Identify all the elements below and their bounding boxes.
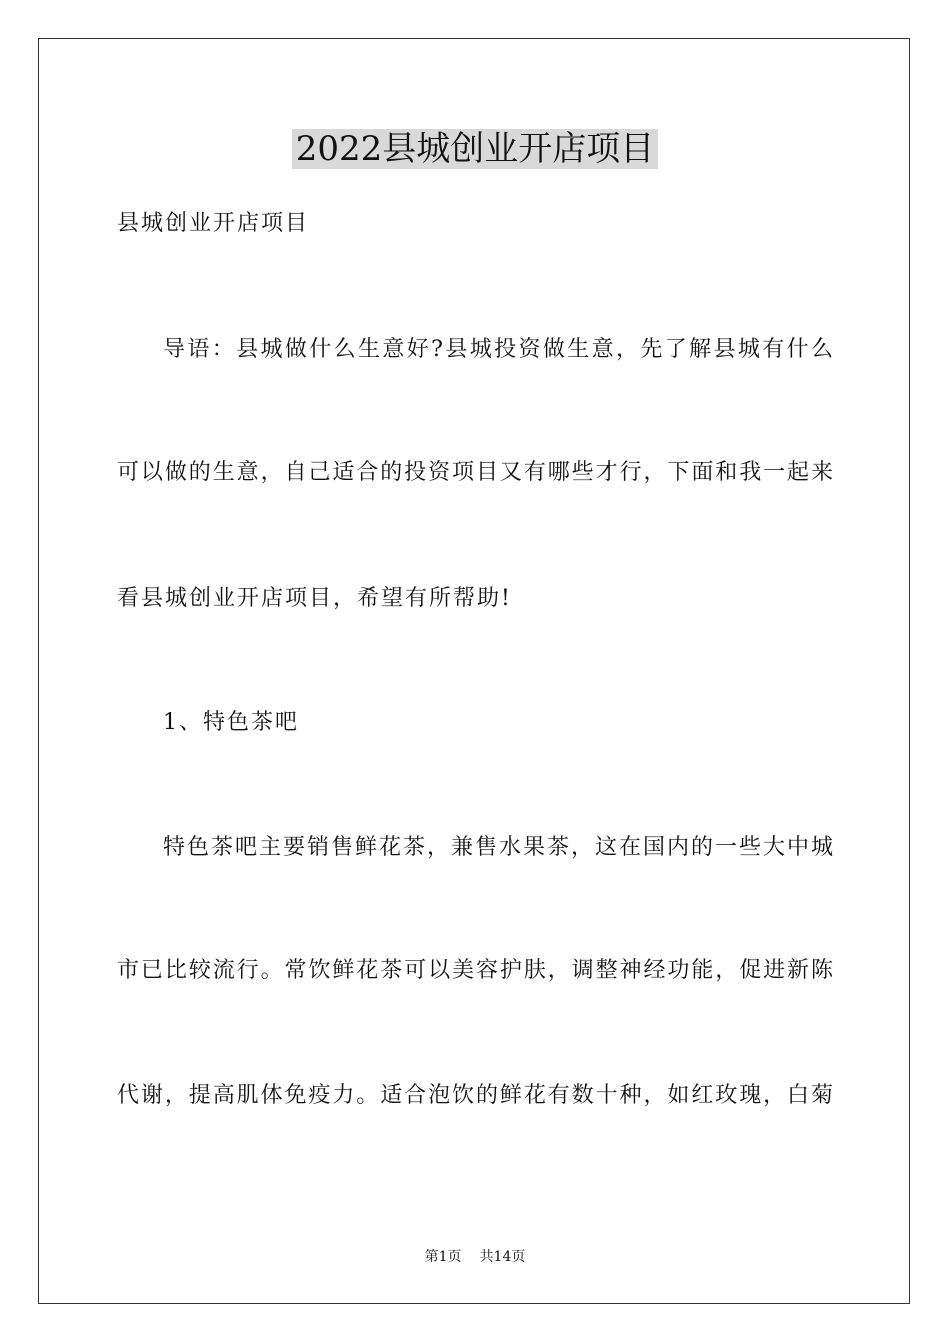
page-total: 共14页 <box>479 1249 526 1265</box>
paragraph-line: 可以做的生意，自己适合的投资项目又有哪些才行，下面和我一起来 <box>117 460 833 485</box>
document-subtitle: 县城创业开店项目 <box>117 211 310 236</box>
paragraph-line: 导语：县城做什么生意好?县城投资做生意，先了解县城有什么 <box>163 337 833 362</box>
paragraph-line: 看县城创业开店项目，希望有所帮助! <box>117 586 512 611</box>
paragraph-line: 特色茶吧主要销售鲜花茶，兼售水果茶，这在国内的一些大中城 <box>163 835 833 860</box>
page-number: 第1页 <box>424 1249 462 1265</box>
document-title-text: 2022县城创业开店项目 <box>292 129 659 169</box>
paragraph-line: 市已比较流行。常饮鲜花茶可以美容护肤，调整神经功能，促进新陈 <box>117 958 833 983</box>
page-footer <box>0 1247 950 1267</box>
paragraph-line: 代谢，提高肌体免疫力。适合泡饮的鲜花有数十种，如红玫瑰，白菊 <box>117 1083 833 1108</box>
document-title <box>0 126 950 172</box>
section-heading: 1、特色茶吧 <box>163 710 299 735</box>
